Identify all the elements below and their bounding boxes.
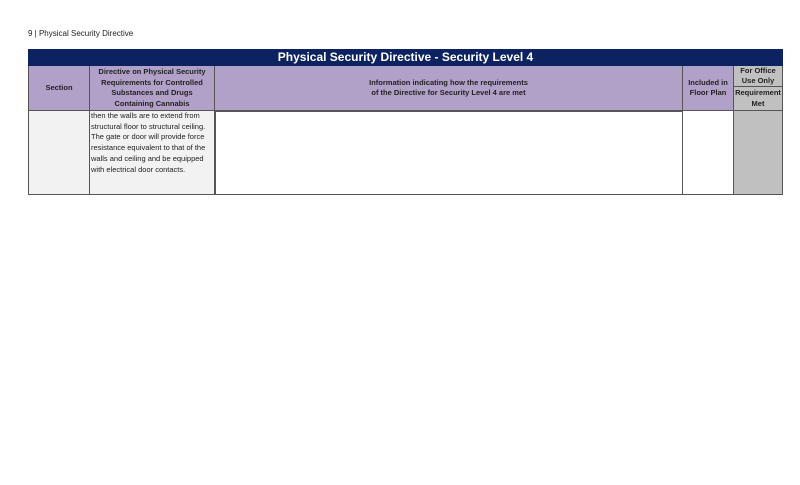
header-included: Included in Floor Plan: [683, 66, 734, 111]
table-title: Physical Security Directive - Security Level 4: [28, 49, 783, 66]
header-office-use: For Office Use Only: [734, 66, 783, 87]
information-input[interactable]: [215, 111, 683, 195]
header-requirement-met: Requirement Met: [734, 87, 783, 111]
section-cell: [28, 111, 90, 195]
requirement-met-cell: [734, 111, 783, 195]
directive-cell: then the walls are to extend from structural floor to structural ceiling. The gate or door will provide force resistance equivalent to that of the walls and ceiling and be equipped with electrical door contacts.: [90, 111, 215, 195]
included-in-floor-plan-cell[interactable]: [683, 111, 734, 195]
page-header: 9 | Physical Security Directive: [28, 29, 134, 38]
header-section: Section: [28, 66, 90, 111]
header-information: Information indicating how the requirements of the Directive for Security Level 4 are met: [215, 66, 683, 111]
header-directive: Directive on Physical Security Requirements for Controlled Substances and Drugs Containing Cannabis: [90, 66, 215, 111]
